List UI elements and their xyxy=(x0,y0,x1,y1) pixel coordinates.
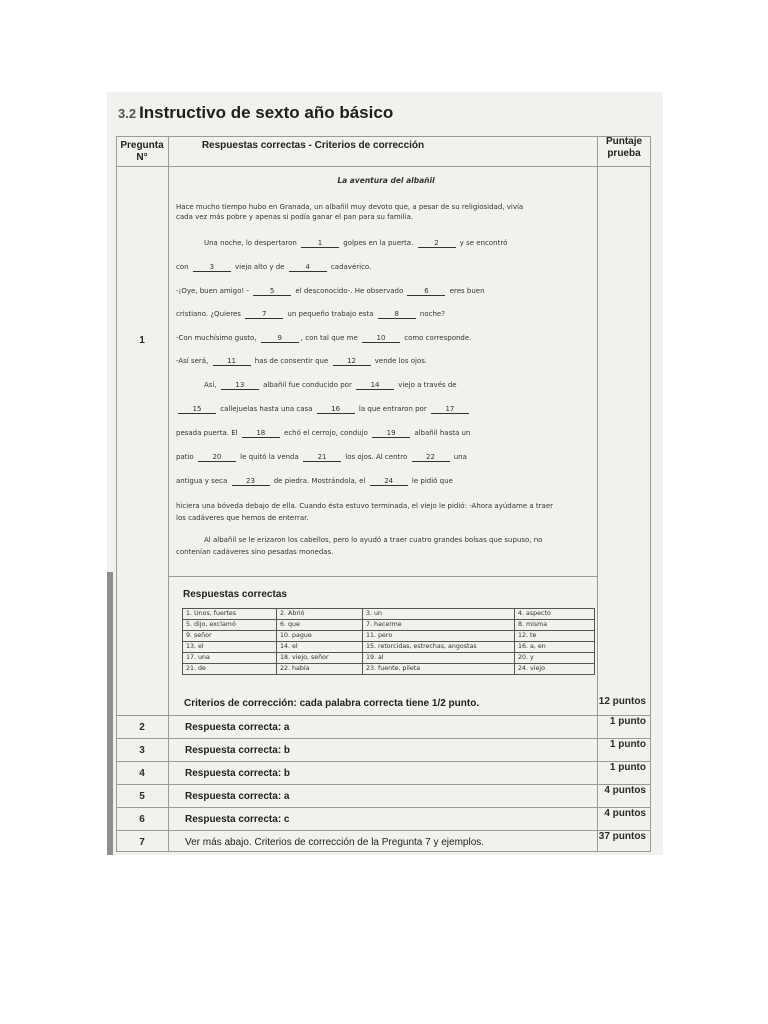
answer-cell: 17. una xyxy=(183,653,277,664)
blank-number: 23 xyxy=(232,477,270,486)
answer-cell: 19. al xyxy=(363,653,515,664)
blank-number: 1 xyxy=(301,239,339,248)
passage-text: con xyxy=(176,263,191,271)
answer-cell: 14. el xyxy=(277,642,363,653)
blank-number: 9 xyxy=(261,334,299,343)
passage-line xyxy=(176,203,523,211)
passage-text: eres buen xyxy=(447,287,485,295)
answer-text: Ver más abajo. Criterios de corrección de la Pregunta 7 y ejemplos. xyxy=(185,837,485,848)
blank-number: 2 xyxy=(418,239,456,248)
row-rule xyxy=(116,830,651,831)
passage-text: hiciera una bóveda debajo de ella. Cuando ésta estuvo terminada, el viejo le pidió: -Ahora ayúdame a traer xyxy=(176,502,553,510)
passage-text: le quitó la venda xyxy=(237,453,302,461)
passage-line xyxy=(204,239,507,248)
document-title xyxy=(118,103,393,123)
answer-text: Respuesta correcta: b xyxy=(185,768,291,779)
row-rule xyxy=(116,715,651,716)
question-points: 4 puntos xyxy=(604,785,646,796)
answer-cell: 8. misma xyxy=(515,620,595,631)
question-number: 7 xyxy=(139,837,145,848)
criteria-text: Criterios de corrección: cada palabra correcta tiene 1/2 punto. xyxy=(184,698,480,709)
passage-line xyxy=(176,334,471,343)
blank-number: 4 xyxy=(289,263,327,272)
question-number: 6 xyxy=(139,814,145,825)
question-points: 1 punto xyxy=(609,762,646,773)
answer-cell: 11. pero xyxy=(363,631,515,642)
passage-text: albañil fue conducido por xyxy=(260,381,355,389)
blank-number: 13 xyxy=(221,381,259,390)
row-rule xyxy=(116,784,651,785)
passage-text: Al albañil se le erizaron los cabellos, pero lo ayudó a traer cuatro grandes bolsas que supuso, no xyxy=(204,536,543,544)
passage-line xyxy=(176,287,485,296)
answer-row xyxy=(183,631,595,642)
answer-row xyxy=(183,620,595,631)
header-score-label: Puntaje prueba xyxy=(605,136,643,159)
passage-text: el desconocido-. He observado xyxy=(293,287,406,295)
passage-line xyxy=(204,536,542,544)
answer-cell: 21. de xyxy=(183,664,277,675)
passage-text: como corresponde. xyxy=(402,334,472,342)
answers-title: Respuestas correctas xyxy=(183,589,287,600)
passage-text: -Con muchísimo gusto, xyxy=(176,334,259,342)
answer-cell: 3. un xyxy=(363,609,515,620)
passage-text: pesada puerta. El xyxy=(176,429,240,437)
row-rule xyxy=(116,738,651,739)
answer-cell: 10. pague xyxy=(277,631,363,642)
passage-text: los cadáveres que hemos de enterrar. xyxy=(176,514,309,522)
passage-text: noche? xyxy=(417,310,445,318)
passage-text: viejo a través de xyxy=(396,381,457,389)
blank-number: 8 xyxy=(378,310,416,319)
passage-text: la que entraron por xyxy=(356,405,429,413)
answer-cell: 24. viejo xyxy=(515,664,595,675)
blank-number: 6 xyxy=(407,287,445,296)
passage-text: golpes en la puerta. xyxy=(341,239,416,247)
passage-line xyxy=(176,514,309,522)
passage-line xyxy=(176,502,553,510)
answer-cell: 7. hacerme xyxy=(363,620,515,631)
answer-row xyxy=(183,609,595,620)
passage-text: patio xyxy=(176,453,196,461)
answer-cell: 13. el xyxy=(183,642,277,653)
passage-text: viejo alto y de xyxy=(232,263,287,271)
row-rule xyxy=(116,761,651,762)
answer-cell: 9. señor xyxy=(183,631,277,642)
answer-row xyxy=(183,642,595,653)
blank-number: 5 xyxy=(253,287,291,296)
answer-cell: 2. Abrió xyxy=(277,609,363,620)
passage-text: echó el cerrojo, condujo xyxy=(281,429,371,437)
passage-text: antigua y seca xyxy=(176,477,230,485)
blank-number: 21 xyxy=(303,453,341,462)
passage-text: albañil hasta un xyxy=(412,429,471,437)
blank-number: 20 xyxy=(198,453,236,462)
passage-line xyxy=(176,310,445,319)
passage-line xyxy=(176,548,333,556)
answer-cell: 15. retorcidas, estrechas, angostas xyxy=(363,642,515,653)
passage-text: cristiano. ¿Quieres xyxy=(176,310,244,318)
question-number: 2 xyxy=(139,722,145,733)
answer-text: Respuesta correcta: b xyxy=(185,745,291,756)
header-score xyxy=(597,136,651,160)
answer-text: Respuesta correcta: a xyxy=(185,791,290,802)
blank-number: 15 xyxy=(178,405,216,414)
blank-number: 7 xyxy=(245,310,283,319)
passage-text: vende los ojos. xyxy=(372,357,428,365)
blank-number: 14 xyxy=(356,381,394,390)
header-question-label: Pregunta N° xyxy=(120,140,164,163)
answer-cell: 5. dijo, exclamó xyxy=(183,620,277,631)
question-number: 3 xyxy=(139,745,145,756)
header-question xyxy=(116,140,168,164)
answer-cell: 16. a, en xyxy=(515,642,595,653)
blank-number: 22 xyxy=(412,453,450,462)
header-answers xyxy=(168,140,458,152)
passage-text: de piedra. Mostrándola, el xyxy=(271,477,368,485)
passage-line xyxy=(176,477,453,486)
passage-text: callejuelas hasta una casa xyxy=(218,405,315,413)
passage-text: Una noche, lo despertaron xyxy=(204,239,300,247)
answer-cell: 1. Unos, fuertes xyxy=(183,609,277,620)
answer-row xyxy=(183,664,595,675)
answer-cell: 20. y xyxy=(515,653,595,664)
question-points-1: 12 puntos xyxy=(598,696,646,707)
answer-cell: 18. viejo, señor xyxy=(277,653,363,664)
question-number: 4 xyxy=(139,768,145,779)
header-answers-label: Respuestas correctas - Criterios de corrección xyxy=(201,140,425,151)
answer-row xyxy=(183,653,595,664)
passage-line xyxy=(176,213,413,221)
passage-text: Así, xyxy=(204,381,219,389)
blank-number: 16 xyxy=(317,405,355,414)
blank-number: 24 xyxy=(370,477,408,486)
passage-title: La aventura del albañil xyxy=(337,176,435,185)
passage-text: -¡Oye, buen amigo! - xyxy=(176,287,252,295)
page-gutter-shadow xyxy=(107,572,113,855)
passage-line xyxy=(176,405,471,414)
question-number: 5 xyxy=(139,791,145,802)
passage-text: los ojos. Al centro xyxy=(343,453,410,461)
passage-line xyxy=(176,453,467,462)
passage-line xyxy=(176,263,371,272)
blank-number: 17 xyxy=(431,405,469,414)
blank-number: 18 xyxy=(242,429,280,438)
question-points: 37 puntos xyxy=(598,831,646,842)
blank-number: 3 xyxy=(193,263,231,272)
row-rule xyxy=(116,807,651,808)
passage-text: una xyxy=(451,453,467,461)
passage-text: cada vez más pobre y apenas si podía ganar el pan para su familia. xyxy=(176,213,414,221)
question-number-1: 1 xyxy=(139,335,145,346)
question-points: 1 punto xyxy=(609,716,646,727)
passage-text: y se encontró xyxy=(457,239,508,247)
passage-text: -Así será, xyxy=(176,357,211,365)
passage-text: Hace mucho tiempo hubo en Granada, un albañil muy devoto que, a pesar de su religiosidad, vivía xyxy=(176,203,524,211)
blank-number: 19 xyxy=(372,429,410,438)
answer-cell: 6. que xyxy=(277,620,363,631)
section-number: 3.2 xyxy=(118,106,137,121)
answer-cell: 22. había xyxy=(277,664,363,675)
passage-line xyxy=(176,357,427,366)
passage-line xyxy=(176,429,470,438)
question-points: 4 puntos xyxy=(604,808,646,819)
passage-line xyxy=(204,381,457,390)
title-text: Instructivo de sexto año básico xyxy=(139,103,394,122)
answer-cell: 12. te xyxy=(515,631,595,642)
question-points: 1 punto xyxy=(609,739,646,750)
answer-cell: 4. aspecto xyxy=(515,609,595,620)
answer-text: Respuesta correcta: c xyxy=(185,814,290,825)
passage-text: has de consentir que xyxy=(252,357,331,365)
answer-text: Respuesta correcta: a xyxy=(185,722,290,733)
blank-number: 12 xyxy=(333,357,371,366)
passage-text: le pidió que xyxy=(409,477,453,485)
answers-table xyxy=(182,608,595,675)
passage-text: cadavérico. xyxy=(328,263,372,271)
blank-number: 10 xyxy=(362,334,400,343)
passage-text: contenían cadáveres sino pesadas monedas. xyxy=(176,548,334,556)
answer-cell: 23. fuente, pileta xyxy=(363,664,515,675)
passage xyxy=(176,176,596,556)
blank-number: 11 xyxy=(213,357,251,366)
passage-text: , con tal que me xyxy=(300,334,360,342)
passage-text: un pequeño trabajo esta xyxy=(285,310,376,318)
